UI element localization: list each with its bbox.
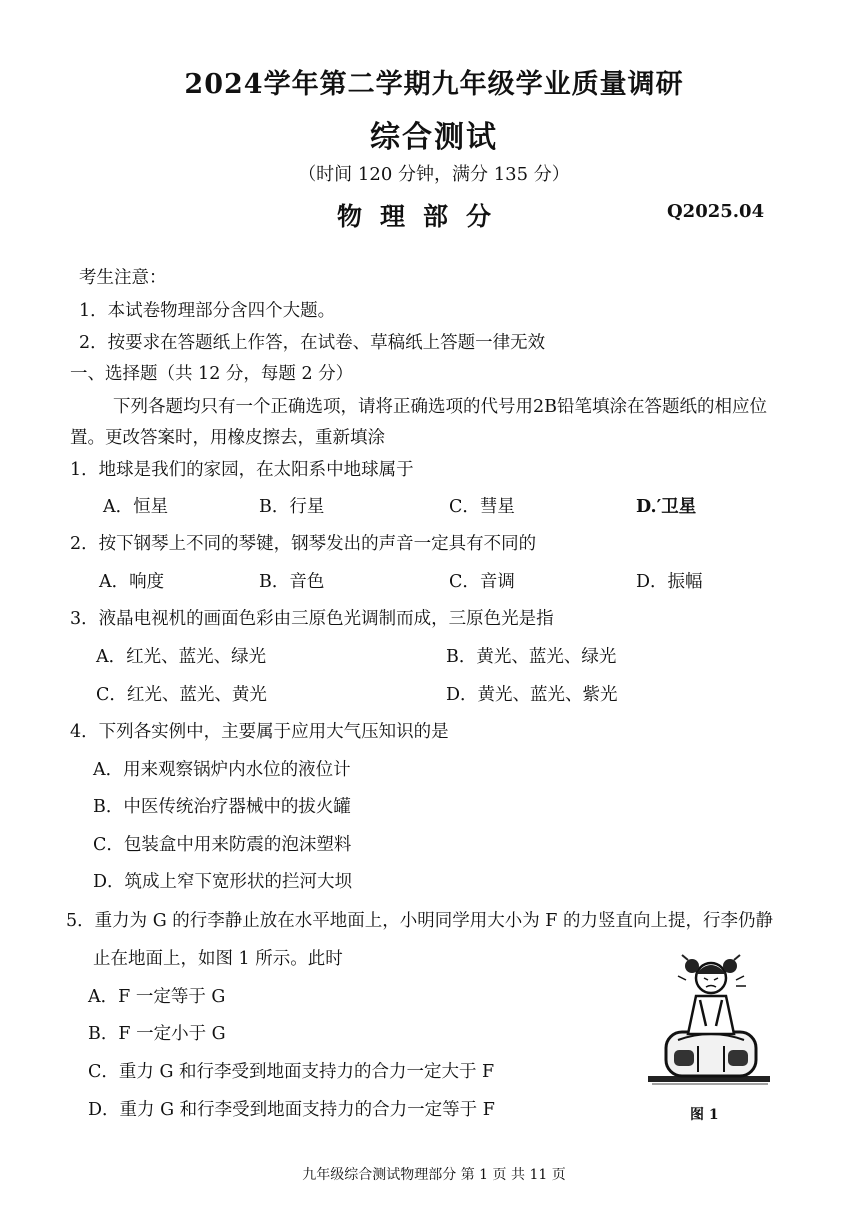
question-stem-continued: 止在地面上，如图 1 所示。此时 xyxy=(93,949,343,969)
option-d: D．振幅 xyxy=(636,572,703,592)
page-footer: 九年级综合测试物理部分 第 1 页 共 11 页 xyxy=(302,1167,566,1183)
question-stem: 4．下列各实例中，主要属于应用大气压知识的是 xyxy=(70,722,449,742)
option-d: D．筑成上窄下宽形状的拦河大坝 xyxy=(93,872,353,892)
question-stem: 2．按下钢琴上不同的琴键，钢琴发出的声音一定具有不同的 xyxy=(70,534,537,554)
option-a: A．响度 xyxy=(99,572,165,592)
option-b: B．F 一定小于 G xyxy=(88,1024,226,1044)
option-b: B．行星 xyxy=(259,497,325,517)
section-title: 物理部分 xyxy=(337,202,510,231)
notice-heading: 考生注意： xyxy=(79,268,167,288)
option-c: C．彗星 xyxy=(449,497,515,517)
option-c: C．红光、蓝光、黄光 xyxy=(96,685,267,705)
exam-code: Q2025.04 xyxy=(667,201,765,222)
option-a: A．恒星 xyxy=(103,497,169,517)
exam-title: 2024学年第二学期九年级学业质量调研 xyxy=(184,69,684,100)
question-stem: 3．液晶电视机的画面色彩由三原色光调制而成，三原色光是指 xyxy=(70,609,554,629)
question-stem: 1．地球是我们的家园，在太阳系中地球属于 xyxy=(70,460,414,480)
option-c: C．重力 G 和行李受到地面支持力的合力一定大于 F xyxy=(88,1062,495,1082)
option-c: C．音调 xyxy=(449,572,515,592)
option-b: B．中医传统治疗器械中的拔火罐 xyxy=(93,797,351,817)
time-info: （时间 120 分钟，满分 135 分） xyxy=(298,164,570,185)
girl-lifting-suitcase-illustration xyxy=(648,950,774,1090)
option-a: A．红光、蓝光、绿光 xyxy=(96,647,267,667)
option-a: A．用来观察锅炉内水位的液位计 xyxy=(93,760,351,780)
option-d: D.′卫星 xyxy=(636,497,697,517)
part-title: 一、选择题（共 12 分，每题 2 分） xyxy=(70,364,354,384)
question-stem: 5．重力为 G 的行李静止放在水平地面上，小明同学用大小为 F 的力竖直向上提，行李仍静 xyxy=(66,911,774,931)
option-a: A．F 一定等于 G xyxy=(88,987,226,1007)
option-b: B．音色 xyxy=(259,572,325,592)
option-d: D．黄光、蓝光、紫光 xyxy=(446,685,618,705)
option-b: B．黄光、蓝光、绿光 xyxy=(446,647,617,667)
part-instruction: 置。更改答案时，用橡皮擦去，重新填涂 xyxy=(70,428,385,448)
part-instruction: 下列各题均只有一个正确选项，请将正确选项的代号用2B铅笔填涂在答题纸的相应位 xyxy=(113,397,767,417)
notice-item: 1．本试卷物理部分含四个大题。 xyxy=(79,301,336,321)
figure-caption: 图 1 xyxy=(690,1107,719,1123)
option-c: C．包装盒中用来防震的泡沫塑料 xyxy=(93,835,352,855)
option-d: D．重力 G 和行李受到地面支持力的合力一定等于 F xyxy=(88,1100,495,1120)
exam-subtitle: 综合测试 xyxy=(370,120,498,155)
notice-item: 2．按要求在答题纸上作答，在试卷、草稿纸上答题一律无效 xyxy=(79,333,546,353)
